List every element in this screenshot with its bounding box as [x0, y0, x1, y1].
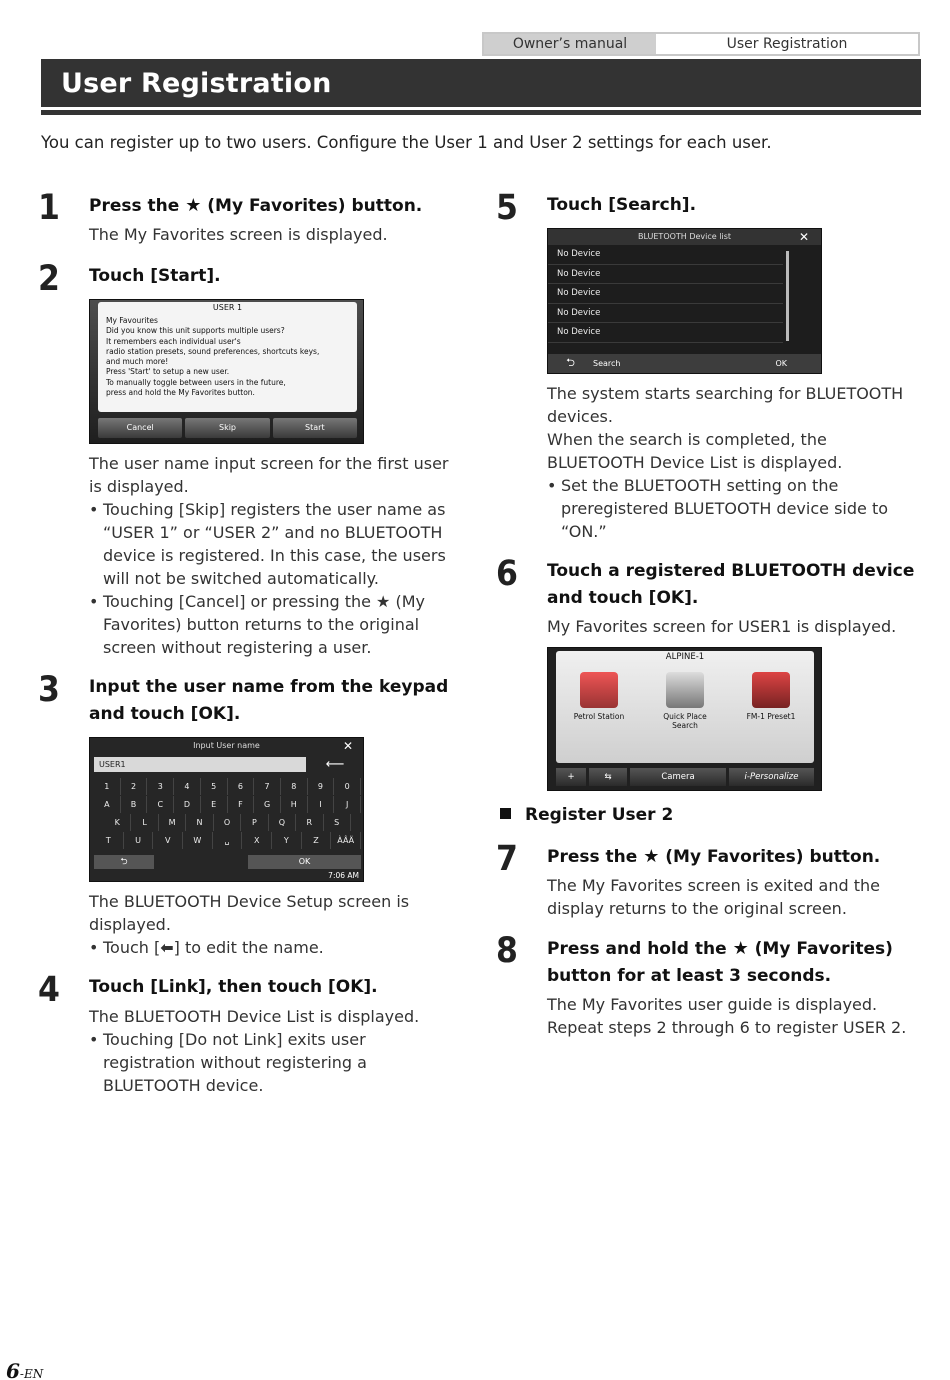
user1-dialog-screenshot: [89, 299, 364, 444]
right-column: [496, 180, 920, 1039]
step-number: 1: [38, 188, 60, 228]
keypad-screenshot: [89, 737, 364, 882]
step-bullet: • Touching [Skip] registers the user name as “USER 1” or “USER 2” and no BLUETOOTH device is registered. In this case, the users will not be switched automatically.: [89, 498, 458, 590]
brand-logo: i-Personalize: [729, 768, 814, 786]
ok-button: OK: [248, 855, 361, 869]
header-tab-section: User Registration: [656, 34, 918, 54]
star-icon: ★: [643, 846, 660, 867]
step-6: [496, 554, 920, 791]
favorites-screenshot: [547, 647, 822, 791]
camera-button: Camera: [630, 768, 726, 786]
favorites-items: [556, 672, 814, 730]
favorite-item: Petrol Station: [564, 672, 634, 730]
step-desc: When the search is completed, the BLUETOOTH Device List is displayed.: [547, 430, 843, 472]
keypad-bottom-row: [94, 855, 361, 869]
step-number: 7: [496, 839, 518, 879]
keypad-row-digits: 1 2 3 4 5 6 7 8 9 0: [94, 778, 361, 795]
step-title: Press the ★ (My Favorites) button.: [89, 195, 423, 216]
add-icon: +: [556, 768, 586, 786]
star-icon: ★: [185, 195, 202, 216]
step-title: Press the ★ (My Favorites) button.: [547, 846, 881, 867]
step-desc: The system starts searching for BLUETOOTH devices.: [547, 384, 904, 426]
step-4: [38, 970, 458, 1097]
step-number: 2: [38, 259, 60, 299]
keypad-row-k-s: K L M N O P Q R S: [104, 814, 351, 831]
intro-text: You can register up to two users. Configure the User 1 and User 2 settings for each user.: [41, 133, 772, 152]
grid-icon: [666, 672, 704, 708]
back-icon: ⮌: [566, 356, 575, 369]
step-5: [496, 188, 920, 543]
step-title: Press and hold the ★ (My Favorites) button for at least 3 seconds.: [547, 938, 893, 986]
bluetooth-list-screenshot: [547, 228, 822, 374]
favorites-title: ALPINE-1: [665, 652, 705, 662]
step-number: 3: [38, 670, 60, 710]
step-desc: The BLUETOOTH Device Setup screen is displayed.: [89, 892, 410, 934]
fuel-icon: [580, 672, 618, 708]
page-footer: [6, 1360, 43, 1380]
step-number: 8: [496, 931, 518, 971]
step-title: Touch [Link], then touch [OK].: [89, 977, 378, 997]
title-rule: [41, 110, 921, 115]
step-bullet: • Set the BLUETOOTH setting on the preregistered BLUETOOTH device side to “ON.”: [547, 474, 920, 543]
page-title: User Registration: [61, 68, 332, 99]
keypad-row-a-j: A B C D E F G H I J: [94, 796, 361, 813]
favorite-item: Quick Place Search: [650, 672, 720, 730]
step-desc: The My Favorites screen is exited and the display returns to the original screen.: [547, 876, 880, 918]
square-bullet-icon: [500, 808, 511, 819]
step-1: [38, 188, 458, 246]
device-row: No Device: [548, 284, 783, 304]
back-icon: ⮌: [94, 855, 154, 869]
device-row: No Device: [548, 265, 783, 285]
device-row: No Device: [548, 304, 783, 324]
step-title: Input the user name from the keypad and touch [OK].: [89, 677, 449, 724]
bluetooth-list-footer: [548, 354, 821, 373]
skip-button: Skip: [185, 418, 269, 438]
cancel-button: Cancel: [98, 418, 182, 438]
page-suffix: -EN: [19, 1367, 44, 1380]
dialog-buttons: [98, 418, 357, 438]
step-desc: The user name input screen for the first user is displayed.: [89, 454, 449, 496]
backspace-icon: ⟵: [325, 757, 345, 772]
back-arrow-icon: ⬅: [160, 938, 174, 957]
subsection-heading: Register User 2: [496, 803, 920, 827]
device-row: No Device: [548, 323, 783, 343]
step-title: Touch a registered BLUETOOTH device and touch [OK].: [547, 561, 915, 608]
scrollbar: [786, 251, 789, 341]
keypad-title: Input User name ✕: [193, 739, 353, 753]
star-icon: ★: [732, 938, 749, 959]
close-icon: ✕: [798, 230, 809, 244]
clock: 7:06 AM: [328, 871, 359, 880]
step-desc: The My Favorites user guide is displayed. Repeat steps 2 through 6 to register USER 2.: [547, 995, 907, 1037]
settings-icon: ⇆: [589, 768, 627, 786]
radio-icon: [752, 672, 790, 708]
header-tab-manual: Owner’s manual: [484, 34, 656, 54]
favorites-footer: [556, 768, 814, 786]
step-bullet: • Touch [⬅] to edit the name.: [89, 936, 458, 959]
title-bar: [41, 59, 921, 107]
keypad-row-t-z: T U V W ␣ X Y Z ÀÂÄ: [94, 832, 361, 849]
step-number: 5: [496, 188, 518, 228]
step-number: 6: [496, 554, 518, 594]
step-bullet: • Touching [Do not Link] exits user registration without registering a BLUETOOTH device.: [89, 1028, 458, 1097]
dialog-title: USER 1: [212, 303, 243, 312]
step-3: [38, 670, 458, 959]
step-title: Touch [Start].: [89, 266, 221, 286]
step-bullet: • Touching [Cancel] or pressing the ★ (My Favorites) button returns to the original screen without registering a user.: [89, 590, 458, 659]
step-desc: My Favorites screen for USER1 is displayed.: [547, 617, 897, 636]
username-field: USER1: [94, 757, 306, 772]
close-icon: ✕: [342, 739, 353, 753]
step-7: [496, 839, 920, 920]
left-column: [38, 180, 458, 1097]
header-tabs: [482, 32, 920, 56]
device-row: No Device: [548, 245, 783, 265]
step-desc: The My Favorites screen is displayed.: [89, 225, 388, 244]
step-2: [38, 259, 458, 659]
page-number: 6: [6, 1359, 20, 1380]
star-icon: ★: [376, 592, 391, 611]
favorite-item: FM-1 Preset1: [736, 672, 806, 730]
bluetooth-list-title: BLUETOOTH Device list ✕: [548, 229, 821, 245]
step-number: 4: [38, 970, 60, 1010]
step-title: Touch [Search].: [547, 195, 697, 215]
search-button: Search: [593, 359, 621, 368]
ok-button: OK: [775, 359, 787, 368]
start-button: Start: [273, 418, 357, 438]
favorites-panel: [556, 651, 814, 763]
dialog-body: My Favourites Did you know this unit supports multiple users? It remembers each individual user's radio station presets, sound preferences, shortcuts keys, and much more! Press 'Start' to setup a new user. To manually toggle between users in the future, press and hold the My Favorites button.: [106, 316, 320, 398]
step-8: [496, 931, 920, 1039]
step-desc: The BLUETOOTH Device List is displayed.: [89, 1007, 420, 1026]
user1-dialog: [98, 302, 357, 412]
